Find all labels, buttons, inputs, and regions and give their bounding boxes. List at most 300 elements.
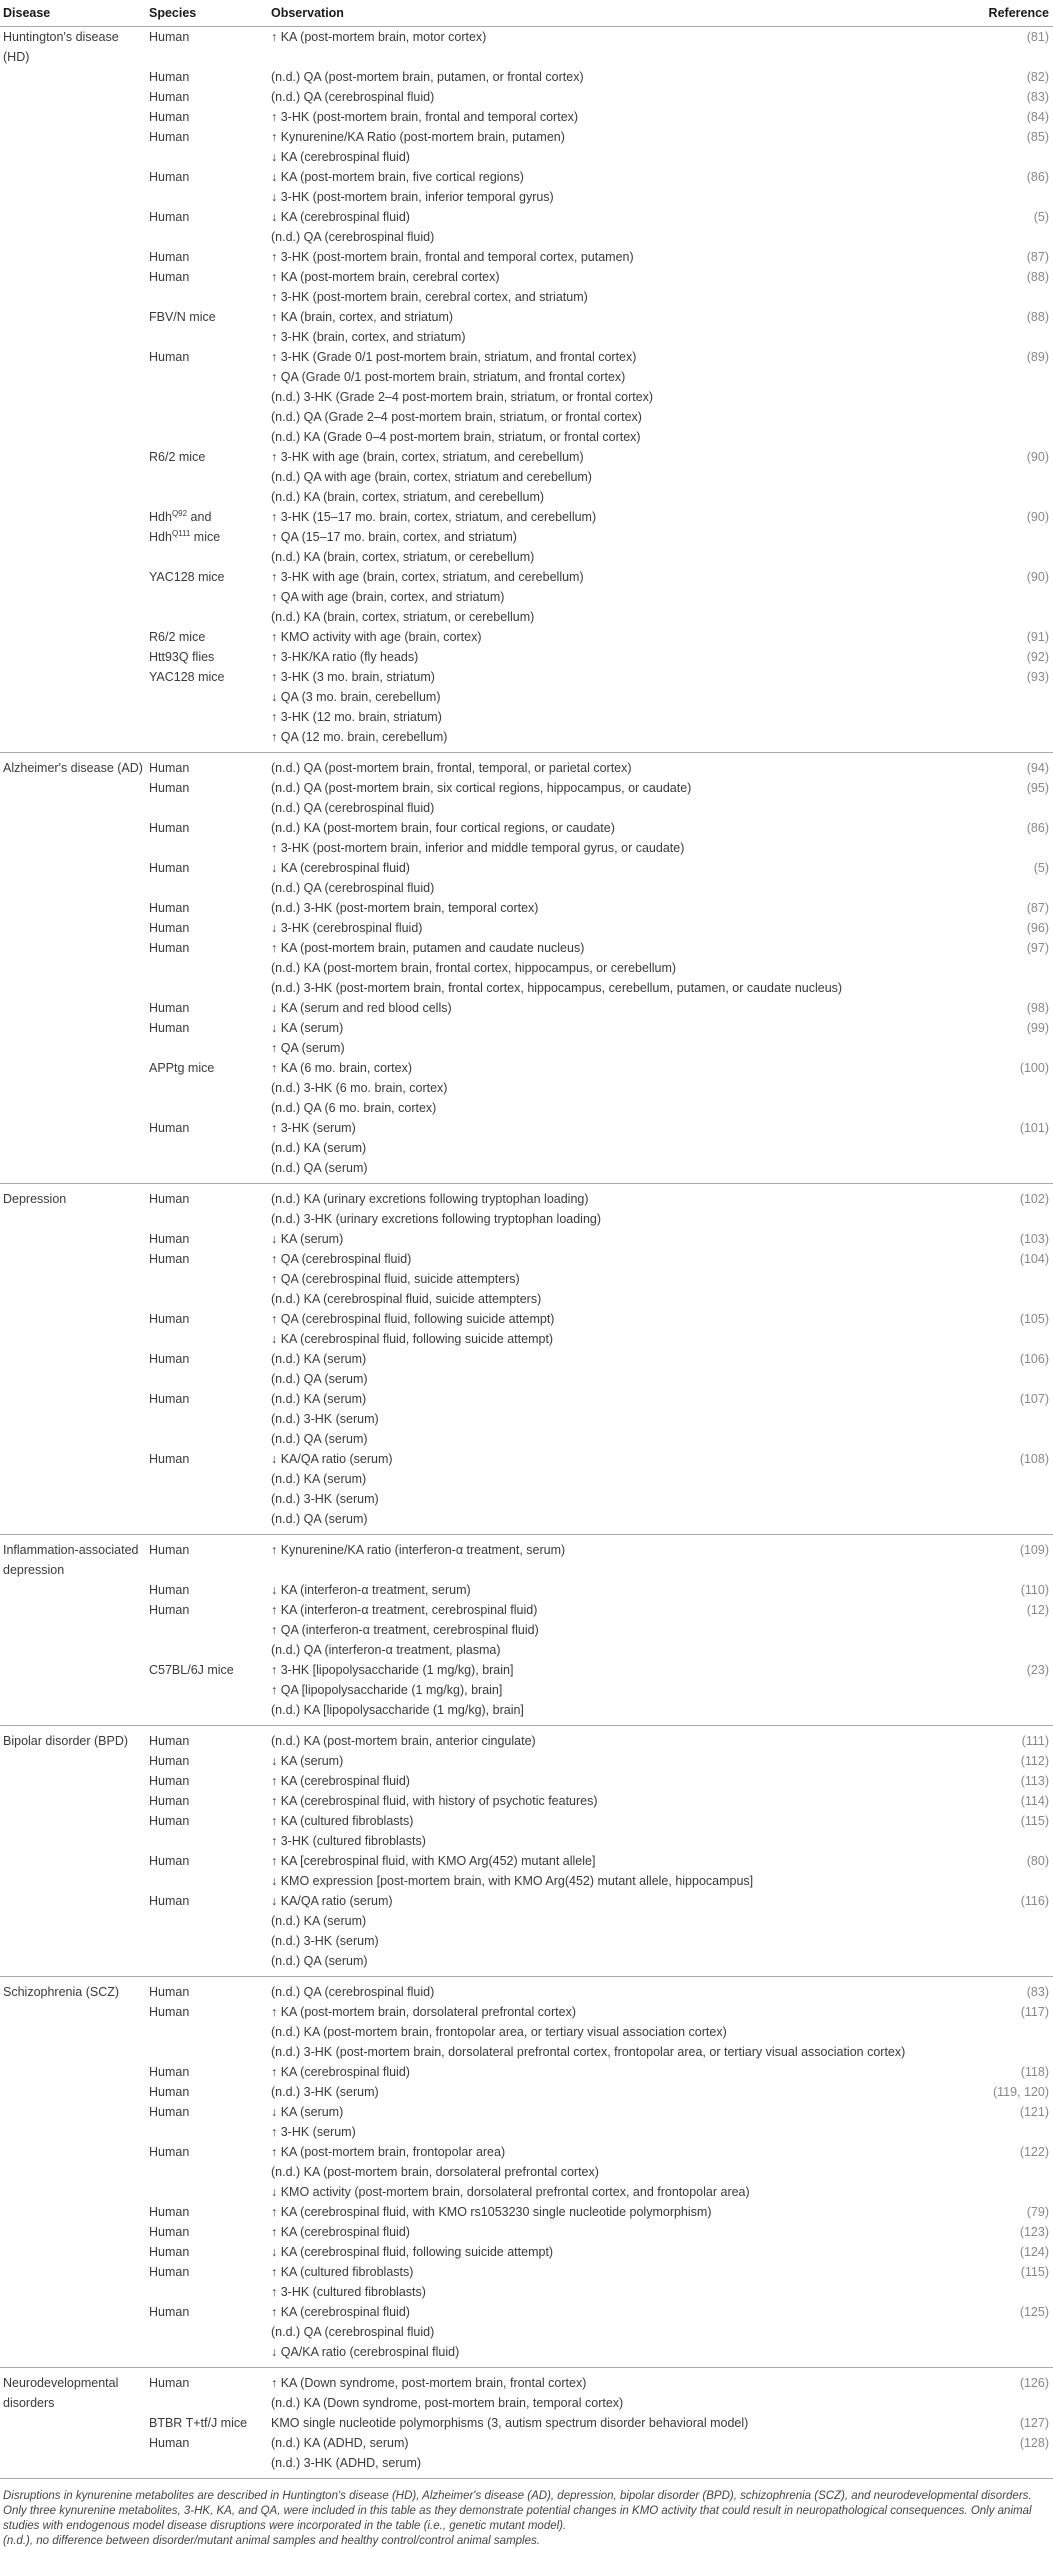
species-cell: Human: [149, 2145, 190, 2159]
species-cell: Human: [149, 821, 190, 835]
observation-cell: [268, 307, 973, 347]
observation-line: (n.d.) KA (serum): [271, 1141, 367, 1155]
table-row: [0, 1851, 1053, 1891]
observation-line: ↑ 3-HK (Grade 0/1 post-mortem brain, striatum, and frontal cortex): [271, 350, 637, 364]
observation-cell: [268, 1771, 973, 1791]
header-species: Species: [146, 0, 268, 27]
disease-cell: [0, 1851, 146, 1891]
observation-line: (n.d.) KA (brain, cortex, striatum, or cerebellum): [271, 610, 535, 624]
disease-cell: [0, 778, 146, 818]
disease-cell: Huntington's disease (HD): [3, 30, 119, 64]
observation-cell: [268, 2002, 973, 2062]
observation-cell: [268, 2102, 973, 2142]
table-row: [0, 1309, 1053, 1349]
reference-cell: (110): [1020, 1583, 1049, 1597]
species-cell: Human: [149, 170, 190, 184]
reference-cell: (124): [1019, 2245, 1049, 2259]
disease-cell: [0, 1018, 146, 1058]
observation-line: ↓ QA (3 mo. brain, cerebellum): [271, 690, 441, 704]
reference-cell: (128): [1019, 2436, 1049, 2450]
observation-cell: [268, 627, 973, 647]
reference-cell: (97): [1026, 941, 1049, 955]
species-line: [149, 507, 265, 527]
observation-line: ↑ QA (cerebrospinal fluid): [271, 1252, 412, 1266]
table-row: [0, 2202, 1053, 2222]
observation-line: (n.d.) KA (brain, cortex, striatum, and cerebellum): [271, 490, 545, 504]
observation-cell: [268, 1580, 973, 1600]
observation-cell: [268, 1449, 973, 1535]
observation-line: ↓ KA (cerebrospinal fluid): [271, 861, 410, 875]
species-cell: Human: [149, 2105, 190, 2119]
observation-line: ↑ KA (cerebrospinal fluid): [271, 2225, 410, 2239]
species-cell: APPtg mice: [149, 1061, 215, 1075]
observation-cell: [268, 1851, 973, 1891]
disease-group: [0, 2368, 1053, 2479]
observation-line: (n.d.) 3-HK (ADHD, serum): [271, 2456, 422, 2470]
footnote-nd: (n.d.), no difference between disorder/mutant animal samples and healthy control/control animal samples.: [3, 2535, 540, 2547]
observation-line: ↑ KA (cerebrospinal fluid): [271, 2305, 410, 2319]
reference-cell: (84): [1026, 110, 1049, 124]
observation-line: ↑ KA (post-mortem brain, putamen and caudate nucleus): [271, 941, 585, 955]
observation-line: (n.d.) QA (serum): [271, 1432, 368, 1446]
observation-line: ↑ KA (6 mo. brain, cortex): [271, 1061, 413, 1075]
observation-line: ↑ QA [lipopolysaccharide (1 mg/kg), brain]: [271, 1683, 503, 1697]
observation-line: ↑ 3-HK (brain, cortex, and striatum): [271, 330, 466, 344]
disease-cell: [0, 918, 146, 938]
disease-group: [0, 1535, 1053, 1726]
table-row: [0, 27, 1053, 68]
reference-cell: (91): [1026, 630, 1049, 644]
reference-cell: (89): [1026, 350, 1049, 364]
disease-cell: [0, 2242, 146, 2262]
reference-cell: (98): [1026, 1001, 1049, 1015]
species-name: Hdh: [149, 510, 172, 524]
species-cell: YAC128 mice: [149, 570, 225, 584]
observation-line: ↑ KA (cerebrospinal fluid): [271, 2065, 410, 2079]
observation-line: ↑ 3-HK (3 mo. brain, striatum): [271, 670, 435, 684]
species-cell: Human: [149, 1121, 190, 1135]
reference-cell: (87): [1026, 250, 1049, 264]
observation-cell: [268, 2142, 973, 2202]
species-cell: Human: [149, 1232, 190, 1246]
observation-cell: [268, 1791, 973, 1811]
observation-line: ↑ 3-HK (post-mortem brain, cerebral cortex, and striatum): [271, 290, 588, 304]
table-row: [0, 1058, 1053, 1118]
disease-cell: [0, 898, 146, 918]
observation-line: (n.d.) KA (serum): [271, 1352, 367, 1366]
observation-line: ↑ QA (12 mo. brain, cerebellum): [271, 730, 448, 744]
observation-line: ↓ KA/QA ratio (serum): [271, 1452, 393, 1466]
table-row: [0, 507, 1053, 567]
table-row: [0, 247, 1053, 267]
species-cell: Human: [149, 30, 190, 44]
observation-line: (n.d.) QA (serum): [271, 1372, 368, 1386]
reference-cell: (81): [1026, 30, 1049, 44]
species-cell: Human: [149, 2225, 190, 2239]
disease-cell: Neurodevelopmental disorders: [0, 2368, 146, 2414]
observation-line: ↓ KA (cerebrospinal fluid, following suicide attempt): [271, 1332, 554, 1346]
observation-cell: [268, 998, 973, 1018]
observation-cell: [268, 107, 973, 127]
reference-cell: (115): [1020, 2265, 1049, 2279]
observation-line: (n.d.) KA (cerebrospinal fluid, suicide attempters): [271, 1292, 542, 1306]
observation-line: ↓ 3-HK (cerebrospinal fluid): [271, 921, 423, 935]
observation-line: (n.d.) KA (serum): [271, 1472, 367, 1486]
observation-line: (n.d.) 3-HK (post-mortem brain, frontal cortex, hippocampus, cerebellum, putamen, or caudate nucleus): [271, 981, 843, 995]
reference-cell: (104): [1019, 1252, 1049, 1266]
reference-cell: (113): [1020, 1774, 1049, 1788]
reference-cell: (5): [1033, 210, 1049, 224]
species-cell: Human: [149, 941, 190, 955]
observation-line: ↓ KA (serum): [271, 1021, 344, 1035]
observation-cell: [268, 918, 973, 938]
disease-cell: [0, 1751, 146, 1771]
observation-line: (n.d.) QA (interferon-α treatment, plasma): [271, 1643, 501, 1657]
observation-line: ↑ KA (brain, cortex, and striatum): [271, 310, 454, 324]
disease-cell: [0, 1309, 146, 1349]
disease-cell: [0, 938, 146, 998]
species-suffix: and: [187, 510, 212, 524]
observation-cell: [268, 247, 973, 267]
disease-cell: [0, 2102, 146, 2142]
disease-cell: Alzheimer's disease (AD): [0, 753, 146, 779]
table-row: [0, 858, 1053, 898]
reference-cell: (114): [1020, 1794, 1049, 1808]
disease-cell: [0, 1449, 146, 1535]
species-cell: Human: [149, 1312, 190, 1326]
disease-cell: [0, 1891, 146, 1977]
table-row: [0, 1449, 1053, 1535]
species-cell: FBV/N mice: [149, 310, 216, 324]
observation-cell: [268, 1600, 973, 1660]
observation-line: (n.d.) KA (brain, cortex, striatum, or cerebellum): [271, 550, 535, 564]
observation-line: KMO single nucleotide polymorphisms (3, autism spectrum disorder behavioral model): [271, 2416, 749, 2430]
observation-line: ↑ KA (interferon-α treatment, cerebrospinal fluid): [271, 1603, 538, 1617]
table-row: [0, 1535, 1053, 1581]
table-row: [0, 267, 1053, 307]
table-row: [0, 1249, 1053, 1309]
observation-line: ↓ KA (cerebrospinal fluid, following suicide attempt): [271, 2245, 554, 2259]
disease-cell: [0, 1600, 146, 1660]
observation-line: ↑ 3-HK with age (brain, cortex, striatum, and cerebellum): [271, 570, 584, 584]
observation-cell: [268, 167, 973, 207]
disease-cell: [0, 627, 146, 647]
observation-line: ↑ KA (cultured fibroblasts): [271, 1814, 414, 1828]
species-cell: Human: [149, 1603, 190, 1617]
table-row: [0, 567, 1053, 627]
table-row: [0, 1726, 1053, 1752]
observation-cell: [268, 778, 973, 818]
observation-line: (n.d.) QA (post-mortem brain, putamen, or frontal cortex): [271, 70, 584, 84]
reference-cell: (119, 120): [992, 2085, 1049, 2099]
observation-line: (n.d.) KA [lipopolysaccharide (1 mg/kg), brain]: [271, 1703, 524, 1717]
disease-cell: [0, 818, 146, 858]
observation-line: (n.d.) 3-HK (post-mortem brain, dorsolateral prefrontal cortex, frontopolar area, or tertiary visual association cortex): [271, 2045, 906, 2059]
observation-line: (n.d.) KA (post-mortem brain, frontopolar area, or tertiary visual association cortex): [271, 2025, 727, 2039]
species-line: [149, 527, 265, 547]
observation-cell: [268, 1118, 973, 1184]
table-row: [0, 2413, 1053, 2433]
observation-line: ↓ KA (post-mortem brain, five cortical regions): [271, 170, 524, 184]
observation-cell: [268, 647, 973, 667]
reference-cell: (86): [1026, 821, 1049, 835]
reference-cell: (88): [1026, 310, 1049, 324]
observation-cell: [268, 567, 973, 627]
observation-line: (n.d.) QA with age (brain, cortex, striatum and cerebellum): [271, 470, 592, 484]
species-cell: Human: [149, 250, 190, 264]
observation-cell: [268, 1058, 973, 1118]
species-cell: Human: [146, 1184, 268, 1230]
observation-cell: [268, 2433, 973, 2479]
observation-line: (n.d.) QA (serum): [271, 1954, 368, 1968]
table-row: [0, 2002, 1053, 2062]
observation-cell: [268, 938, 973, 998]
species-cell: C57BL/6J mice: [149, 1663, 234, 1677]
footnote-description: Disruptions in kynurenine metabolites are described in Huntington's disease (HD), Alzheimer's disease (AD), depression, bipolar disorder (BPD), schizophrenia (SCZ), and neurodevelopmental disorders. Only three kynurenine metabolites, 3-HK, KA, and QA, were included in this table as they demonstrate potential changes in KMO activity that could result in neuropathological consequences. Only animal studies with endogenous model disease disruptions were incorporated in the table (i.e., genetic mutant model).: [3, 2490, 1032, 2532]
table-row: [0, 1580, 1053, 1600]
disease-cell: [0, 2202, 146, 2222]
table-row: [0, 938, 1053, 998]
reference-cell: (108): [1019, 1452, 1049, 1466]
reference-cell: (87): [1026, 901, 1049, 915]
disease-cell: [0, 1389, 146, 1449]
species-cell: YAC128 mice: [149, 670, 225, 684]
observation-line: (n.d.) 3-HK (post-mortem brain, temporal cortex): [271, 901, 539, 915]
species-cell: Human: [149, 2005, 190, 2019]
disease-cell: [0, 1118, 146, 1184]
reference-cell: (23): [1026, 1663, 1049, 1677]
species-suffix: mice: [190, 530, 221, 544]
table-row: [0, 307, 1053, 347]
observation-line: (n.d.) 3-HK (serum): [271, 2085, 379, 2099]
observation-line: ↑ KMO activity with age (brain, cortex): [271, 630, 482, 644]
observation-line: ↑ 3-HK (12 mo. brain, striatum): [271, 710, 442, 724]
table-row: [0, 1349, 1053, 1389]
disease-cell: [0, 858, 146, 898]
table-row: [0, 1660, 1053, 1726]
species-cell: Human: [149, 110, 190, 124]
disease-group: [0, 1977, 1053, 2368]
observation-line: ↓ KA (cerebrospinal fluid): [271, 210, 410, 224]
reference-cell: (86): [1026, 170, 1049, 184]
observation-line: ↑ 3-HK/KA ratio (fly heads): [271, 650, 419, 664]
species-cell: Htt93Q flies: [149, 650, 215, 664]
observation-line: ↑ QA (cerebrospinal fluid, suicide attempters): [271, 1272, 520, 1286]
disease-cell: Schizophrenia (SCZ): [0, 1977, 146, 2003]
observation-line: (n.d.) KA (post-mortem brain, dorsolateral prefrontal cortex): [271, 2165, 599, 2179]
observation-line: (n.d.) QA (cerebrospinal fluid): [271, 90, 435, 104]
table-row: [0, 1118, 1053, 1184]
header-observation: Observation: [268, 0, 973, 27]
observation-line: (n.d.) KA (urinary excretions following tryptophan loading): [271, 1192, 589, 1206]
species-cell: Human: [149, 70, 190, 84]
species-superscript: Q92: [171, 508, 188, 518]
observation-cell: [268, 753, 973, 779]
species-name: Hdh: [149, 530, 172, 544]
reference-cell: (116): [1020, 1894, 1049, 1908]
species-superscript: Q111: [171, 528, 191, 538]
observation-line: ↑ 3-HK (post-mortem brain, frontal and temporal cortex, putamen): [271, 250, 634, 264]
observation-line: ↑ KA (cultured fibroblasts): [271, 2265, 414, 2279]
observation-cell: [268, 1018, 973, 1058]
disease-cell: [0, 127, 146, 167]
observation-line: (n.d.) KA (post-mortem brain, four cortical regions, or caudate): [271, 821, 615, 835]
table-row: [0, 1791, 1053, 1811]
species-cell: Human: [149, 210, 190, 224]
species-cell: Human: [146, 2368, 268, 2414]
observation-line: ↑ KA (Down syndrome, post-mortem brain, frontal cortex): [271, 2376, 587, 2390]
species-cell: Human: [146, 1977, 268, 2003]
species-cell: Human: [149, 921, 190, 935]
species-cell: Human: [149, 1001, 190, 1015]
table-row: [0, 1018, 1053, 1058]
reference-cell: (122): [1019, 2145, 1049, 2159]
reference-cell: (106): [1019, 1352, 1049, 1366]
species-cell: Human: [149, 350, 190, 364]
disease-cell: [0, 1349, 146, 1389]
reference-cell: (109): [973, 1535, 1053, 1581]
disease-cell: [0, 447, 146, 507]
reference-cell: (83): [1026, 90, 1049, 104]
observation-line: (n.d.) KA (post-mortem brain, anterior cingulate): [271, 1734, 536, 1748]
observation-cell: [268, 507, 973, 567]
disease-group: [0, 1726, 1053, 1977]
table-row: [0, 347, 1053, 447]
table-row: [0, 1891, 1053, 1977]
observation-line: (n.d.) 3-HK (serum): [271, 1412, 379, 1426]
disease-cell: [0, 667, 146, 753]
observation-line: (n.d.) 3-HK (serum): [271, 1492, 379, 1506]
table-row: [0, 753, 1053, 779]
disease-group: [0, 753, 1053, 1184]
table-row: [0, 818, 1053, 858]
observation-cell: [268, 2302, 973, 2368]
observation-cell: [268, 1184, 973, 1230]
species-cell: Human: [149, 1583, 190, 1597]
table-row: [0, 998, 1053, 1018]
observation-cell: [268, 1811, 973, 1851]
table-header: [0, 0, 1053, 27]
table-row: [0, 2082, 1053, 2102]
observation-line: (n.d.) KA (serum): [271, 1392, 367, 1406]
observation-cell: [268, 858, 973, 898]
disease-cell: [0, 647, 146, 667]
observation-line: (n.d.) QA (cerebrospinal fluid): [271, 801, 435, 815]
table-row: [0, 627, 1053, 647]
disease-cell: [0, 1058, 146, 1118]
reference-cell: (102): [973, 1184, 1053, 1230]
observation-cell: [268, 1726, 973, 1752]
observation-line: ↑ 3-HK (cultured fibroblasts): [271, 1834, 426, 1848]
species-cell: R6/2 mice: [149, 450, 206, 464]
observation-line: ↑ QA (15–17 mo. brain, cortex, and striatum): [271, 530, 517, 544]
observation-cell: [268, 2222, 973, 2242]
observation-line: (n.d.) QA (cerebrospinal fluid): [271, 230, 435, 244]
species-cell: BTBR T+tf/J mice: [149, 2416, 248, 2430]
disease-cell: [0, 247, 146, 267]
disease-cell: [0, 2413, 146, 2433]
table-row: [0, 127, 1053, 167]
observation-line: (n.d.) QA (cerebrospinal fluid): [271, 1985, 435, 1999]
reference-cell: (117): [1020, 2005, 1049, 2019]
table-row: [0, 1811, 1053, 1851]
observation-cell: [268, 127, 973, 167]
observation-line: (n.d.) QA (serum): [271, 1512, 368, 1526]
observation-cell: [268, 1349, 973, 1389]
observation-line: ↑ KA (cerebrospinal fluid, with history of psychotic features): [271, 1794, 598, 1808]
species-cell: Human: [149, 270, 190, 284]
reference-cell: (107): [1019, 1392, 1049, 1406]
table-row: [0, 207, 1053, 247]
species-cell: Human: [149, 1814, 190, 1828]
table-row: [0, 447, 1053, 507]
observation-cell: [268, 1751, 973, 1771]
table-row: [0, 2302, 1053, 2368]
species-cell: Human: [146, 1726, 268, 1752]
observation-cell: [268, 2082, 973, 2102]
observation-line: (n.d.) 3-HK (urinary excretions following tryptophan loading): [271, 1212, 602, 1226]
observation-cell: [268, 1249, 973, 1309]
reference-cell: (115): [1020, 1814, 1049, 1828]
observation-line: (n.d.) KA (Down syndrome, post-mortem brain, temporal cortex): [271, 2396, 624, 2410]
table-row: [0, 2262, 1053, 2302]
observation-line: ↑ 3-HK (post-mortem brain, inferior and middle temporal gyrus, or caudate): [271, 841, 685, 855]
reference-cell: (90): [1026, 450, 1049, 464]
species-cell: Human: [149, 1252, 190, 1266]
observation-line: (n.d.) KA (serum): [271, 1914, 367, 1928]
observation-line: (n.d.) KA (ADHD, serum): [271, 2436, 409, 2450]
disease-cell: [0, 167, 146, 207]
species-cell: Human: [149, 1754, 190, 1768]
observation-line: ↓ KA (serum): [271, 1232, 344, 1246]
observation-line: ↓ QA/KA ratio (cerebrospinal fluid): [271, 2345, 460, 2359]
reference-cell: (96): [1026, 921, 1049, 935]
observation-cell: [268, 1535, 973, 1581]
table-row: [0, 167, 1053, 207]
observation-cell: [268, 818, 973, 858]
reference-cell: (79): [1026, 2205, 1049, 2219]
table-row: [0, 778, 1053, 818]
disease-cell: Depression: [0, 1184, 146, 1230]
disease-cell: [0, 1249, 146, 1309]
observation-cell: [268, 2368, 973, 2414]
observation-cell: [268, 2202, 973, 2222]
observation-line: ↓ KA (serum): [271, 1754, 344, 1768]
observation-cell: [268, 2062, 973, 2082]
table-row: [0, 1977, 1053, 2003]
observation-line: ↑ QA (Grade 0/1 post-mortem brain, striatum, and frontal cortex): [271, 370, 626, 384]
disease-cell: [0, 1580, 146, 1600]
observation-cell: [268, 1977, 973, 2003]
observation-cell: [268, 1229, 973, 1249]
header-disease: Disease: [0, 0, 146, 27]
observation-line: ↓ KA (serum): [271, 2105, 344, 2119]
observation-line: ↓ KA (cerebrospinal fluid): [271, 150, 410, 164]
species-cell: Human: [149, 2205, 190, 2219]
disease-cell: [0, 307, 146, 347]
observation-cell: [268, 347, 973, 447]
disease-cell: [0, 2082, 146, 2102]
disease-cell: [0, 87, 146, 107]
disease-group: [0, 27, 1053, 753]
observation-line: ↑ 3-HK (cultured fibroblasts): [271, 2285, 426, 2299]
reference-cell: (105): [1019, 1312, 1049, 1326]
reference-cell: (93): [1026, 670, 1049, 684]
observation-line: (n.d.) QA (cerebrospinal fluid): [271, 881, 435, 895]
reference-cell: (99): [1026, 1021, 1049, 1035]
observation-cell: [268, 267, 973, 307]
species-cell: Human: [146, 753, 268, 779]
